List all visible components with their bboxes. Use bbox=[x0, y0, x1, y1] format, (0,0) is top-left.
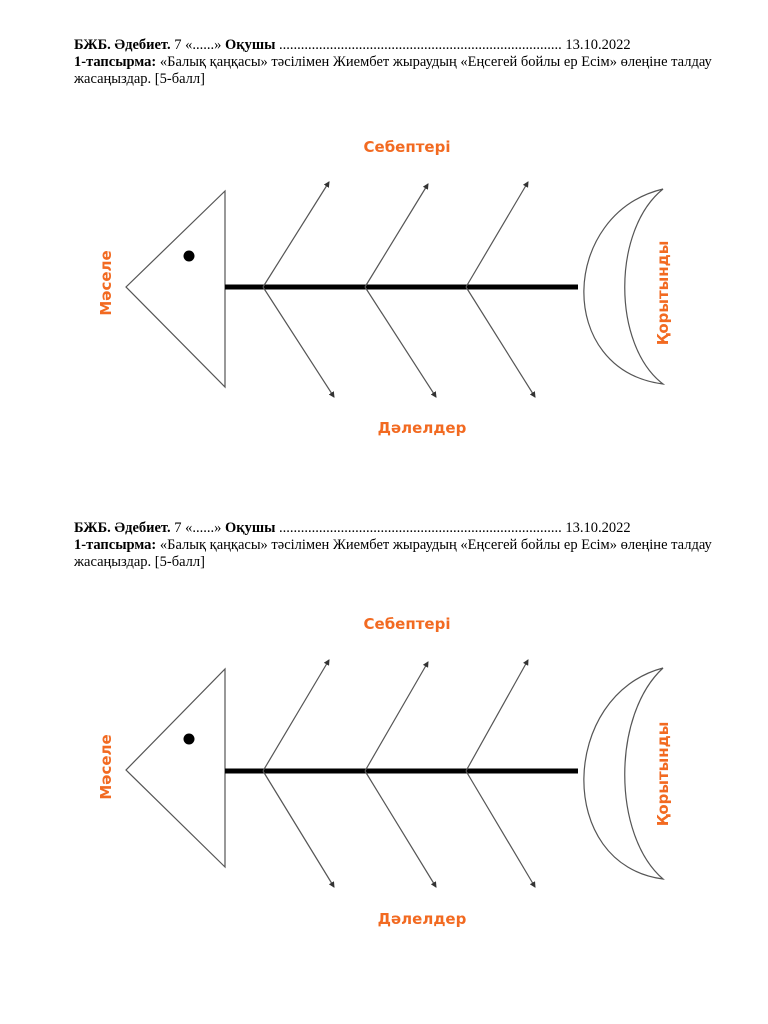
task-label: 1-тапсырма: bbox=[74, 54, 157, 70]
fish-tail bbox=[584, 668, 663, 879]
task-label: 1-тапсырма: bbox=[74, 537, 157, 553]
task-text: «Балық қаңқасы» тәсілімен Жиембет жыраудың «Еңсегей бойлы ер Есім» өлеңіне талдау жасаңыздар. bbox=[74, 537, 712, 570]
fishbone-diagram bbox=[0, 0, 768, 483]
student-name-line: .............................................................................. bbox=[279, 37, 562, 53]
fishbone-diagram bbox=[0, 483, 768, 966]
lower-bone-1 bbox=[263, 771, 334, 887]
date: 13.10.2022 bbox=[565, 37, 631, 53]
lower-bone-1 bbox=[263, 287, 334, 397]
label-evidence: Дәлелдер bbox=[377, 910, 467, 928]
fish-eye bbox=[184, 734, 195, 745]
label-conclusion: Қорытынды bbox=[654, 721, 672, 827]
task-text: «Балық қаңқасы» тәсілімен Жиембет жыраудың «Еңсегей бойлы ер Есім» өлеңіне талдау жасаңыздар. bbox=[74, 54, 712, 87]
fish-tail bbox=[584, 189, 663, 384]
lower-bone-3 bbox=[466, 287, 535, 397]
label-conclusion: Қорытынды bbox=[654, 240, 672, 346]
upper-bone-3 bbox=[466, 182, 528, 287]
upper-bone-1 bbox=[263, 182, 329, 287]
task-score: [5-балл] bbox=[154, 71, 205, 87]
student-label: Оқушы bbox=[224, 37, 276, 53]
task-score: [5-балл] bbox=[154, 554, 205, 570]
upper-bone-3 bbox=[466, 660, 528, 771]
label-causes: Себептері bbox=[363, 615, 451, 633]
class-field: 7 «......» bbox=[174, 520, 222, 536]
label-problem: Мәселе bbox=[97, 734, 115, 800]
upper-bone-2 bbox=[365, 662, 428, 771]
label-problem: Мәселе bbox=[97, 250, 115, 316]
date: 13.10.2022 bbox=[565, 520, 631, 536]
label-evidence: Дәлелдер bbox=[377, 419, 467, 437]
lower-bone-2 bbox=[365, 771, 436, 887]
upper-bone-2 bbox=[365, 184, 428, 287]
upper-bone-1 bbox=[263, 660, 329, 771]
subject-title: БЖБ. Әдебиет. bbox=[74, 520, 171, 536]
lower-bone-2 bbox=[365, 287, 436, 397]
fish-head bbox=[126, 669, 225, 867]
fish-head bbox=[126, 191, 225, 387]
class-field: 7 «......» bbox=[174, 37, 222, 53]
subject-title: БЖБ. Әдебиет. bbox=[74, 37, 171, 53]
fish-eye bbox=[184, 251, 195, 262]
lower-bone-3 bbox=[466, 771, 535, 887]
label-causes: Себептері bbox=[363, 138, 451, 156]
student-name-line: .............................................................................. bbox=[279, 520, 562, 536]
student-label: Оқушы bbox=[224, 520, 276, 536]
